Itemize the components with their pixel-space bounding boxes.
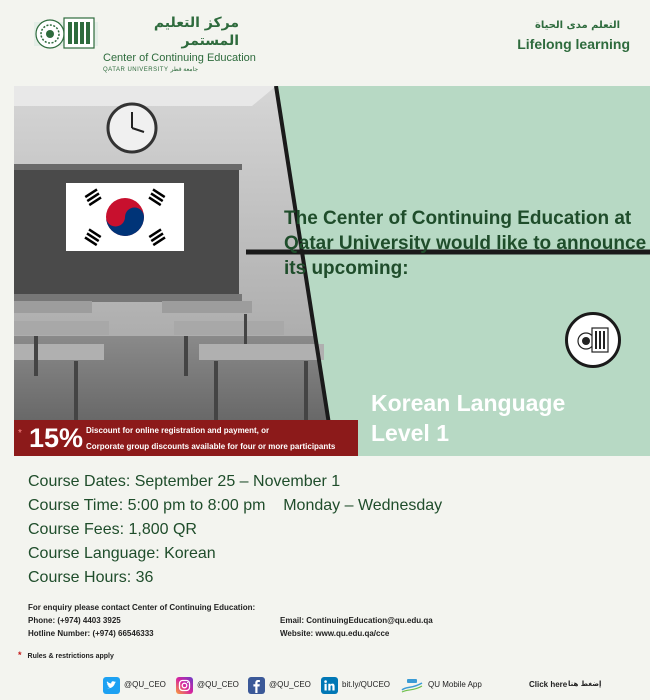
logo-university: QATAR UNIVERSITY جامعة قطر bbox=[103, 67, 199, 73]
rules-note bbox=[18, 650, 114, 660]
linkedin-link[interactable] bbox=[321, 676, 390, 694]
course-title bbox=[371, 388, 565, 448]
headline: The Center of Continuing Education at Qatar University would like to announce its upcoming: bbox=[284, 208, 647, 279]
mobile-app-link[interactable] bbox=[400, 676, 482, 694]
tagline-english: Lifelong learning bbox=[517, 36, 630, 52]
qu-emblem-icon bbox=[577, 326, 609, 354]
banner bbox=[14, 86, 650, 456]
discount-banner bbox=[14, 420, 358, 456]
hotline-number[interactable]: Hotline Number: (+974) 66546333 bbox=[28, 629, 154, 638]
website-link[interactable]: Website: www.qu.edu.qa/cce bbox=[280, 629, 390, 638]
course-dates: Course Dates: September 25 – November 1 bbox=[28, 473, 341, 490]
facebook-icon bbox=[248, 677, 265, 694]
twitter-handle: @QU_CEO bbox=[124, 680, 166, 689]
rules-star: * bbox=[18, 650, 22, 660]
qu-ceo-logo-icon bbox=[34, 14, 98, 54]
click-here-link[interactable]: Click here bbox=[529, 680, 568, 689]
linkedin-icon bbox=[321, 677, 338, 694]
course-time: Course Time: 5:00 pm to 8:00 pm Monday – Wednesday bbox=[28, 497, 443, 514]
contact-phones bbox=[28, 614, 154, 640]
twitter-icon bbox=[103, 677, 120, 694]
logo-english: Center of Continuing Education bbox=[103, 52, 256, 64]
mobile-app-label: QU Mobile App bbox=[428, 680, 482, 689]
contact-online bbox=[280, 614, 433, 640]
discount-percent: 15% bbox=[29, 423, 84, 453]
header bbox=[0, 0, 650, 86]
phone-number[interactable]: Phone: (+974) 4403 3925 bbox=[28, 616, 121, 625]
instagram-handle: @QU_CEO bbox=[197, 680, 239, 689]
qu-emblem bbox=[565, 312, 621, 368]
logo-text bbox=[103, 14, 263, 75]
email-link[interactable]: Email: ContinuingEducation@qu.edu.qa bbox=[280, 616, 433, 625]
course-details bbox=[28, 470, 442, 590]
twitter-link[interactable] bbox=[103, 676, 166, 694]
rules-text: Rules & restrictions apply bbox=[27, 653, 114, 660]
course-language: Course Language: Korean bbox=[28, 545, 216, 562]
enquiry-text: For enquiry please contact Center of Continuing Education: bbox=[28, 603, 256, 612]
logo-arabic: مركز التعليم المستمر bbox=[153, 15, 239, 49]
click-here-arabic-link[interactable]: إضغط هنا bbox=[568, 680, 602, 688]
app-icon bbox=[400, 677, 424, 694]
discount-line1: Discount for online registration and payment, or bbox=[86, 426, 270, 435]
social-footer bbox=[0, 670, 650, 700]
facebook-handle: @QU_CEO bbox=[269, 680, 311, 689]
course-title-line2: Level 1 bbox=[371, 420, 449, 446]
tagline-arabic: التعلم مدى الحياة bbox=[534, 20, 620, 31]
instagram-icon bbox=[176, 677, 193, 694]
facebook-link[interactable] bbox=[248, 676, 311, 694]
course-title-line1: Korean Language bbox=[371, 390, 566, 416]
discount-line2: Corporate group discounts available for four or more participants bbox=[86, 442, 336, 451]
course-fees: Course Fees: 1,800 QR bbox=[28, 521, 197, 538]
linkedin-handle: bit.ly/QUCEO bbox=[342, 680, 391, 689]
discount-star: * bbox=[18, 428, 22, 439]
instagram-link[interactable] bbox=[176, 676, 239, 694]
course-hours: Course Hours: 36 bbox=[28, 569, 154, 586]
